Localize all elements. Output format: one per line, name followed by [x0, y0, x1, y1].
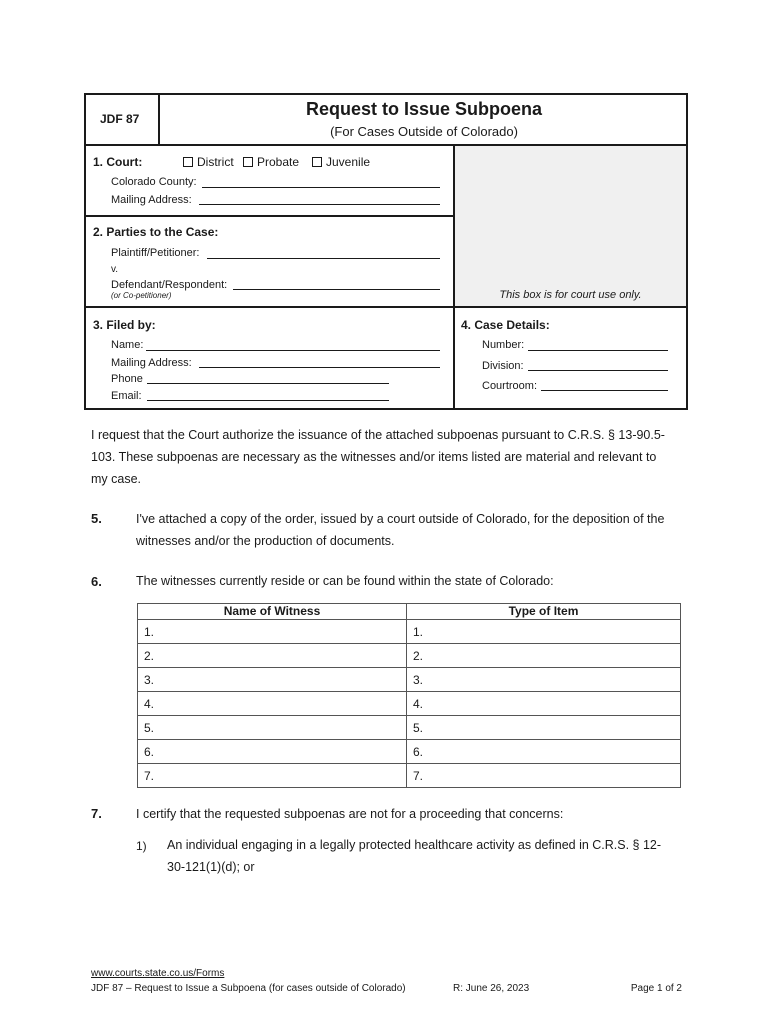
- item-6-number: 6.: [91, 574, 102, 589]
- table-row: [138, 644, 681, 668]
- intro-line-1: I request that the Court authorize the issuance of the attached subpoenas pursuant to C.R.S. § 13-90.5-: [91, 428, 665, 442]
- item-5-number: 5.: [91, 511, 102, 526]
- form-subtitle: (For Cases Outside of Colorado): [330, 124, 518, 139]
- table-row: [138, 716, 681, 740]
- witness-name-header: Name of Witness: [138, 604, 407, 620]
- item-5-line-2: witnesses and/or the production of documents.: [136, 534, 395, 548]
- footer-page-number: Page 1 of 2: [630, 983, 682, 994]
- item-7-text: I certify that the requested subpoenas are not for a proceeding that concerns:: [136, 807, 564, 821]
- case-details-heading: 4. Case Details:: [461, 318, 550, 332]
- parties-heading: 2. Parties to the Case:: [93, 225, 219, 239]
- form-title: Request to Issue Subpoena: [305, 99, 543, 119]
- witness-cell[interactable]: 2.: [138, 644, 407, 668]
- email-field[interactable]: [147, 400, 389, 401]
- versus-label: v.: [111, 264, 119, 275]
- witness-table: [137, 603, 681, 788]
- courtroom-label: Courtroom:: [482, 380, 538, 392]
- item-5-text: [136, 508, 696, 552]
- sub-item-1-number: 1): [136, 839, 147, 853]
- defendant-label: Defendant/Respondent:: [111, 279, 228, 291]
- checkbox[interactable]: [183, 157, 193, 167]
- filed-by-heading: 3. Filed by:: [93, 318, 156, 332]
- witness-cell[interactable]: 7.: [138, 764, 407, 788]
- footer-form-title: JDF 87 – Request to Issue a Subpoena (for cases outside of Colorado): [91, 983, 406, 994]
- item-cell[interactable]: 5.: [407, 716, 681, 740]
- sub-item-1-line-2: 30-121(1)(d); or: [167, 860, 255, 874]
- courtroom-field[interactable]: [541, 390, 668, 391]
- county-label: Colorado County:: [111, 176, 197, 188]
- name-field[interactable]: [146, 350, 440, 351]
- item-5-line-1: I've attached a copy of the order, issued by a court outside of Colorado, for the deposition of the: [136, 512, 665, 526]
- court-mailing-label: Mailing Address:: [111, 194, 192, 206]
- witness-cell[interactable]: 5.: [138, 716, 407, 740]
- phone-label: Phone: [111, 373, 143, 385]
- defendant-field[interactable]: [233, 289, 440, 290]
- sub-item-1-text: [167, 834, 687, 878]
- plaintiff-field[interactable]: [207, 258, 440, 259]
- table-row: [138, 692, 681, 716]
- table-row: [138, 668, 681, 692]
- filer-mailing-field[interactable]: [199, 367, 440, 368]
- witness-cell[interactable]: 4.: [138, 692, 407, 716]
- filer-mailing-label: Mailing Address:: [111, 357, 192, 369]
- intro-paragraph: [91, 424, 691, 490]
- number-field[interactable]: [528, 350, 668, 351]
- court-use-box: [453, 144, 688, 308]
- plaintiff-label: Plaintiff/Petitioner:: [111, 247, 200, 259]
- checkbox[interactable]: [312, 157, 322, 167]
- court-mailing-field[interactable]: [199, 204, 440, 205]
- item-7-number: 7.: [91, 806, 102, 821]
- court-option-district[interactable]: District: [183, 155, 234, 169]
- item-cell[interactable]: 1.: [407, 620, 681, 644]
- item-type-header: Type of Item: [407, 604, 681, 620]
- form-id: JDF 87: [100, 112, 140, 126]
- court-use-text: This box is for court use only.: [499, 289, 642, 301]
- item-cell[interactable]: 3.: [407, 668, 681, 692]
- table-row: [138, 620, 681, 644]
- item-cell[interactable]: 2.: [407, 644, 681, 668]
- witness-cell[interactable]: 1.: [138, 620, 407, 644]
- sub-item-1-line-1: An individual engaging in a legally protected healthcare activity as defined in C.R.S. § 12-: [167, 838, 662, 852]
- table-row: [138, 764, 681, 788]
- intro-line-2: 103. These subpoenas are necessary as the witnesses and/or items listed are material and relevant to: [91, 450, 657, 464]
- court-option-juvenile[interactable]: Juvenile: [312, 155, 370, 169]
- name-label: Name:: [111, 339, 144, 351]
- table-row: [138, 740, 681, 764]
- intro-line-3: my case.: [91, 472, 142, 486]
- division-label: Division:: [482, 360, 524, 372]
- table-header-row: [138, 604, 681, 620]
- item-cell[interactable]: 4.: [407, 692, 681, 716]
- witness-cell[interactable]: 3.: [138, 668, 407, 692]
- county-field[interactable]: [202, 187, 440, 188]
- witness-cell[interactable]: 6.: [138, 740, 407, 764]
- email-label: Email:: [111, 390, 142, 402]
- item-6-text: The witnesses currently reside or can be found within the state of Colorado:: [136, 574, 554, 588]
- footer-url[interactable]: www.courts.state.co.us/Forms: [91, 968, 225, 979]
- footer-revision: R: June 26, 2023: [453, 983, 530, 994]
- checkbox[interactable]: [243, 157, 253, 167]
- court-heading: 1. Court:: [93, 155, 143, 169]
- item-cell[interactable]: 7.: [407, 764, 681, 788]
- division-field[interactable]: [528, 370, 668, 371]
- number-label: Number:: [482, 339, 525, 351]
- phone-field[interactable]: [147, 383, 389, 384]
- co-petitioner-note: (or Co-petitioner): [111, 291, 172, 300]
- court-option-probate[interactable]: Probate: [243, 155, 299, 169]
- item-cell[interactable]: 6.: [407, 740, 681, 764]
